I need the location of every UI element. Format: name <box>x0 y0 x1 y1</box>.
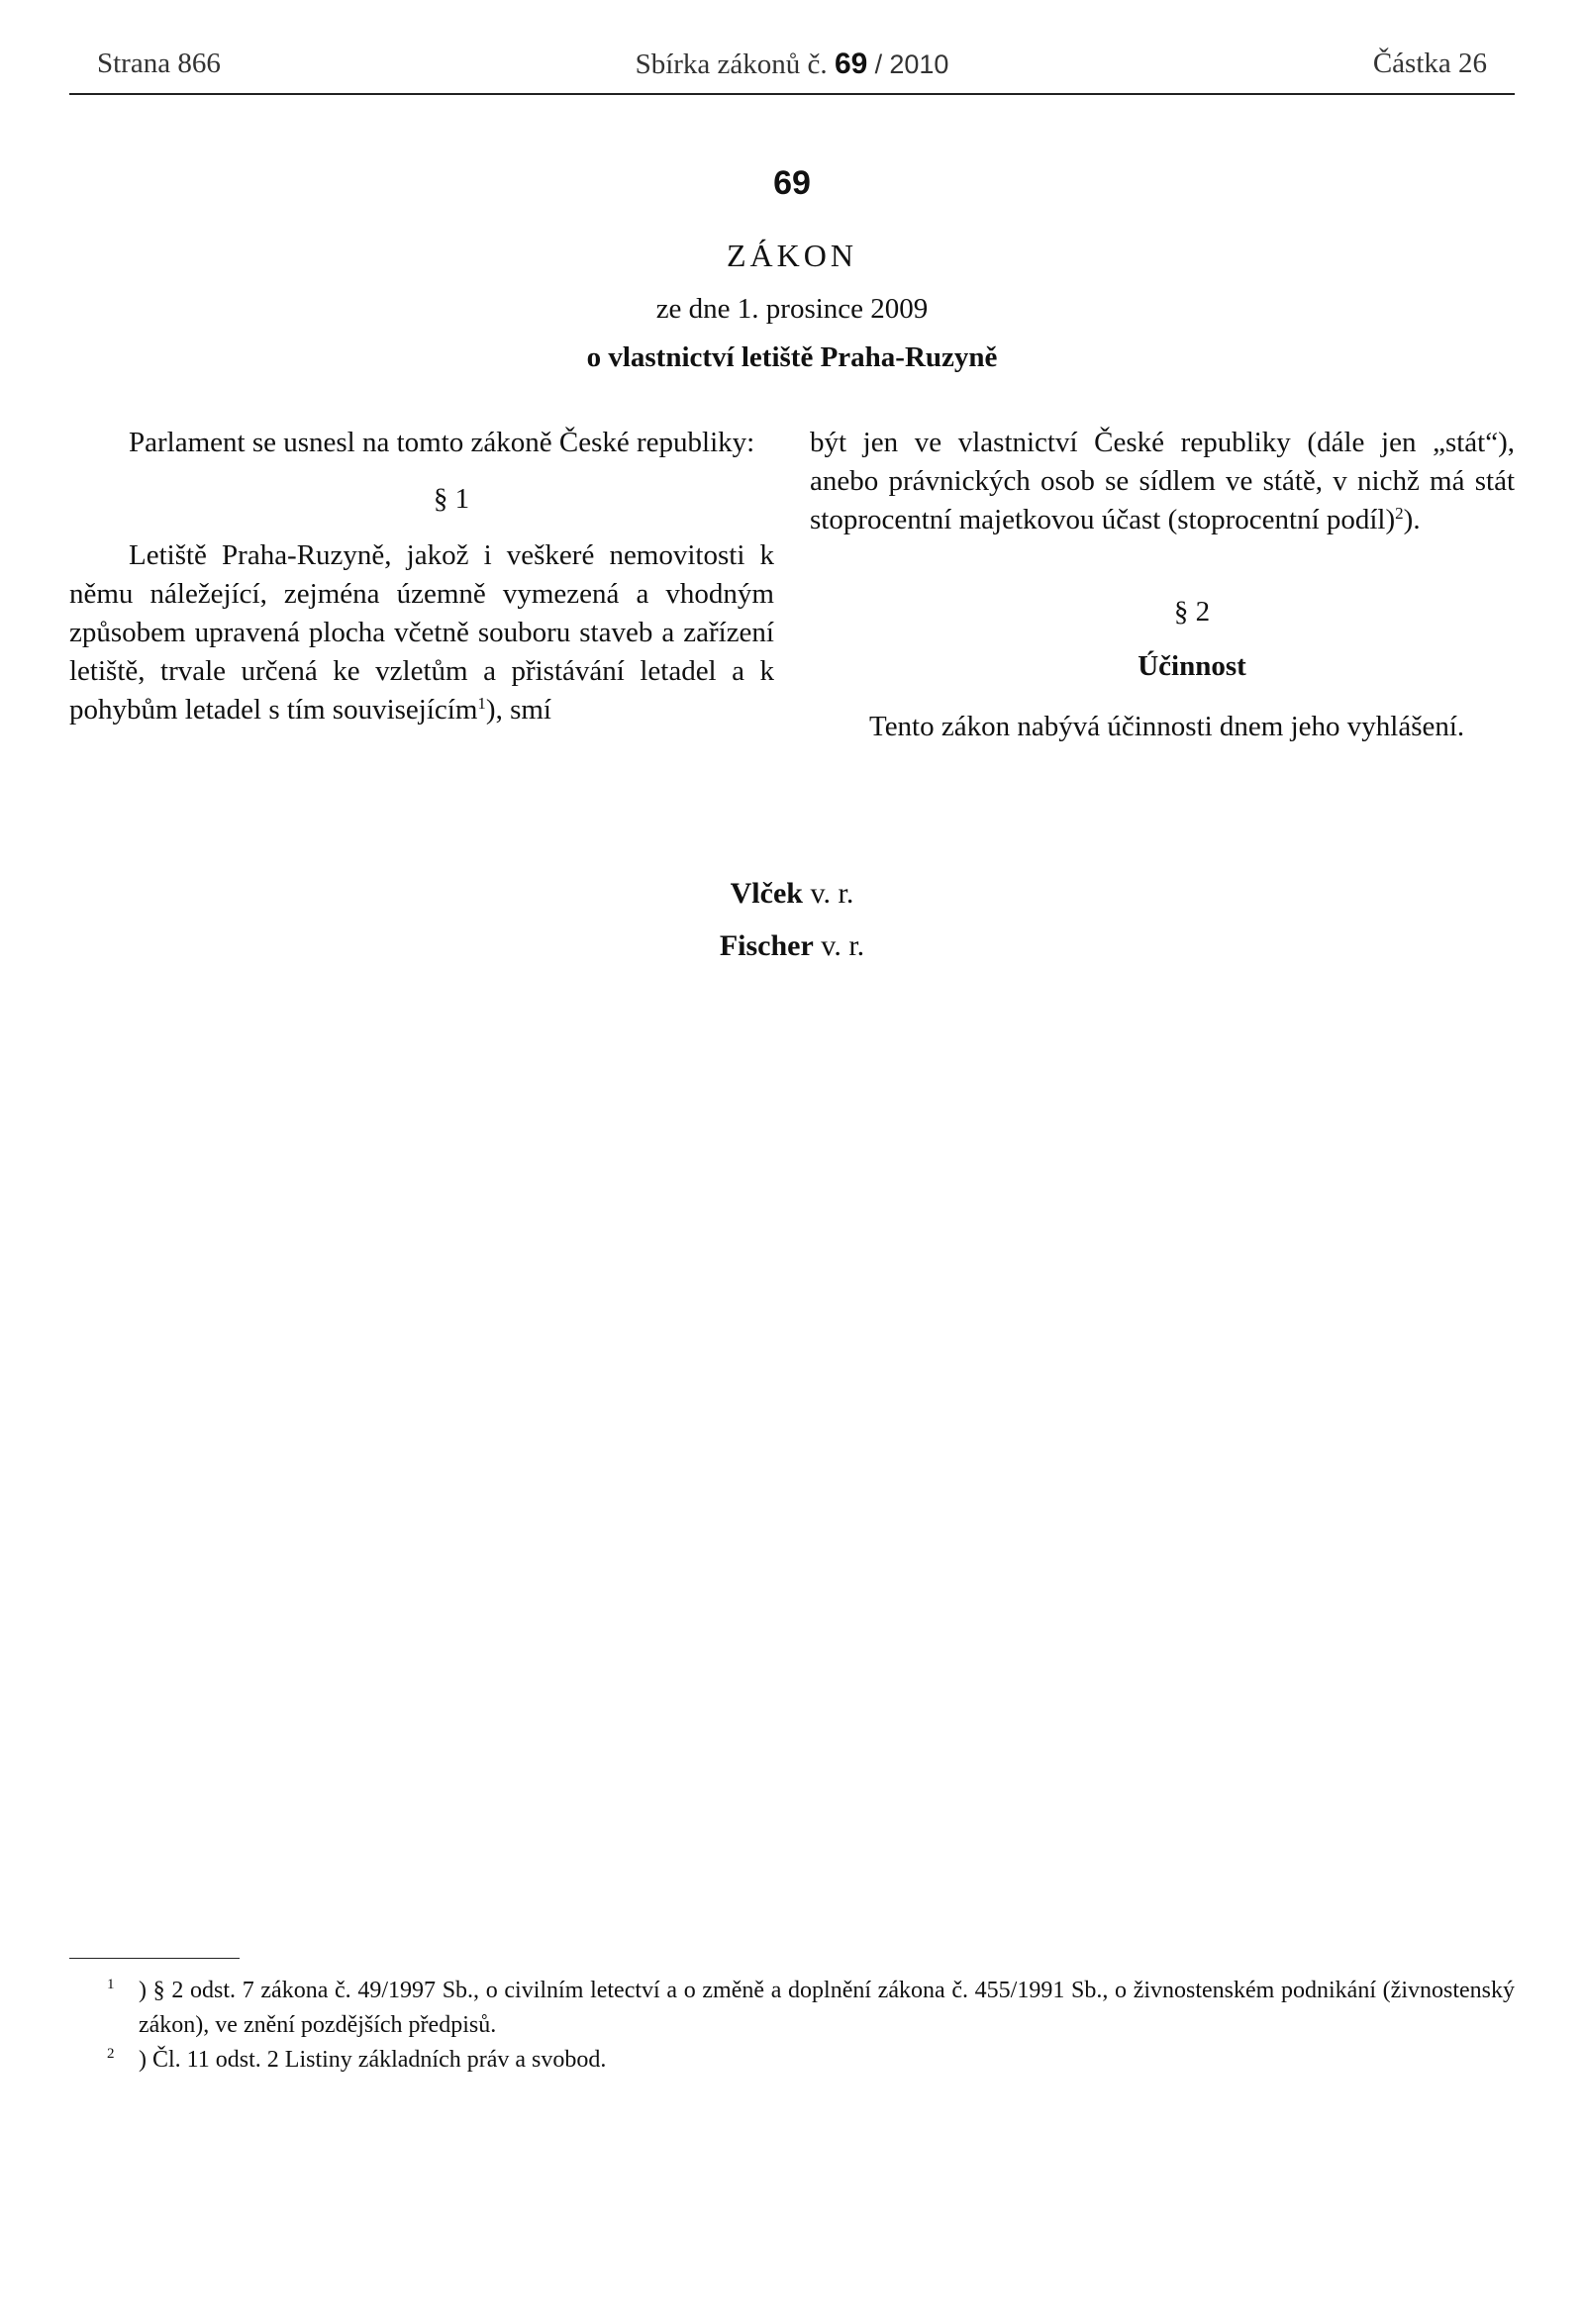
section-1-text-start <box>69 536 774 729</box>
signature-2 <box>0 929 1584 963</box>
footnote-divider <box>69 1958 240 1959</box>
signature-2-suffix: v. r. <box>821 929 865 962</box>
footnote-2-mark <box>107 2043 137 2078</box>
section-1-text-part2-cont: být jen ve vlastnictví České republiky (dále jen „stát“), anebo právnických osob se sídlem ve státě, v nichž má stát stoprocentní majetkovou účast (stoprocentní podíl) <box>810 427 1515 535</box>
section-1-text-continuation <box>810 424 1515 539</box>
preamble: Parlament se usnesl na tomto zákoně České republiky: <box>129 427 755 458</box>
footnote-2 <box>107 2043 1515 2078</box>
section-2-heading: Účinnost <box>1138 650 1246 682</box>
section-1-text-split: ), smí <box>485 694 551 726</box>
signature-1 <box>0 877 1584 911</box>
section-2-mark: § 2 <box>1173 596 1211 628</box>
signature-1-suffix: v. r. <box>810 877 854 910</box>
right-column <box>810 424 1515 746</box>
section-1-mark: § 1 <box>433 483 470 515</box>
footnote-2-mark-number: 2 <box>107 2046 115 2062</box>
header-part: Částka 26 <box>1372 48 1487 79</box>
footnote-1-text: ) § 2 odst. 7 zákona č. 49/1997 Sb., o civilním letectví a o změně a doplnění zákona č. 455/1991 Sb., o živnostenském podnikání (živnostenský zákon), ve znění pozdějších předpisů. <box>139 1978 1515 2038</box>
law-title: o vlastnictví letiště Praha-Ruzyně <box>586 341 998 373</box>
signature-1-name: Vlček <box>730 877 803 910</box>
left-column <box>69 424 774 729</box>
header-year: 2010 <box>889 49 949 79</box>
header-collection-label: Sbírka zákonů č. <box>635 48 828 80</box>
section-1-text-part1: Letiště Praha-Ruzyně, jakož i veškeré nemovitosti k němu náležející, zejména územně vymezená a vhodným způsobem upravená plocha včetně souboru staveb a zařízení letiště, trvale určená ke vzletům a přistávání letadel a k pohybům letadel s tím souvisejícím <box>69 539 774 726</box>
header-divider <box>69 93 1515 95</box>
footnote-ref-2: 2 <box>1395 504 1404 523</box>
law-type: ZÁKON <box>727 238 857 273</box>
signature-2-name: Fischer <box>719 929 814 962</box>
header-separator: / <box>874 49 883 79</box>
law-date: ze dne 1. prosince 2009 <box>655 293 929 325</box>
footnote-2-text: ) Čl. 11 odst. 2 Listiny základních práv a svobod. <box>139 2047 607 2073</box>
law-number: 69 <box>773 164 811 202</box>
header-collection <box>0 48 1584 81</box>
section-2-text: Tento zákon nabývá účinnosti dnem jeho vyhlášení. <box>869 711 1465 742</box>
section-1-text-part3: ). <box>1403 504 1421 535</box>
footnote-1-mark <box>107 1974 137 2008</box>
header-law-number: 69 <box>834 48 868 80</box>
footnote-ref-1: 1 <box>477 694 486 713</box>
footnote-1-mark-number: 1 <box>107 1977 115 1992</box>
footnote-1 <box>107 1974 1515 2043</box>
header-page-number: Strana 866 <box>97 48 221 79</box>
